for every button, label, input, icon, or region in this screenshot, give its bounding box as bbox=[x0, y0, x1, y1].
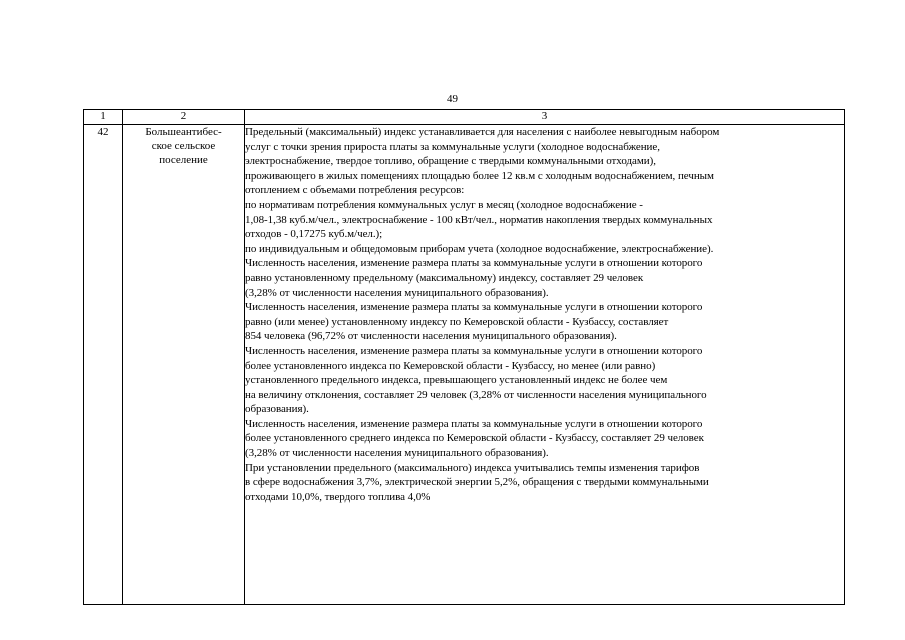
description-line: проживающего в жилых помещениях площадью более 12 кв.м с холодным водоснабжением, печным bbox=[245, 169, 714, 182]
description-line: Численность населения, изменение размера платы за коммунальные услуги в отношении которого bbox=[245, 344, 703, 357]
description-line: 854 человека (96,72% от численности населения муниципального образования). bbox=[245, 330, 617, 343]
description-line: отходами 10,0%, твердого топлива 4,0% bbox=[245, 490, 431, 503]
description-line: более установленного среднего индекса по Кемеровской области - Кузбассу, составляет 29 человек bbox=[245, 432, 704, 445]
description-line: на величину отклонения, составляет 29 человек (3,28% от численности населения муниципального bbox=[245, 388, 707, 401]
row-number-cell: 42 bbox=[84, 125, 123, 605]
municipality-name-line: поселение bbox=[159, 154, 208, 166]
description-line: (3,28% от численности населения муниципального образования). bbox=[245, 447, 549, 460]
table-header-row bbox=[84, 110, 845, 125]
description-line: более установленного индекса по Кемеровской области - Кузбассу, но менее (или равно) bbox=[245, 359, 656, 372]
description-line: отоплением с объемами потребления ресурсов: bbox=[245, 184, 465, 197]
description-line: по индивидуальным и общедомовым приборам учета (холодное водоснабжение, электроснабжение). bbox=[245, 242, 714, 255]
document-table bbox=[83, 109, 845, 605]
description-line: Численность населения, изменение размера платы за коммунальные услуги в отношении которого bbox=[245, 257, 703, 270]
description-line: установленного предельного индекса, превышающего установленный индекс не более чем bbox=[245, 374, 668, 387]
municipality-name-line: Большеантибес- bbox=[145, 126, 222, 138]
description-line: (3,28% от численности населения муниципального образования). bbox=[245, 286, 549, 299]
description-cell bbox=[245, 125, 845, 605]
table-row bbox=[84, 125, 845, 605]
description-line: по нормативам потребления коммунальных услуг в месяц (холодное водоснабжение - bbox=[245, 198, 643, 211]
page-number: 49 bbox=[447, 93, 458, 105]
description-line: Численность населения, изменение размера платы за коммунальные услуги в отношении которого bbox=[245, 301, 703, 314]
description-line: Предельный (максимальный) индекс устанавливается для населения с наиболее невыгодным набором bbox=[245, 126, 720, 138]
description-line: отходов - 0,17275 куб.м/чел.); bbox=[245, 228, 383, 241]
description-line: равно установленному предельному (максимальному) индексу, составляет 29 человек bbox=[245, 271, 644, 284]
description-line: Численность населения, изменение размера платы за коммунальные услуги в отношении которого bbox=[245, 417, 703, 430]
description-line: образования). bbox=[245, 403, 309, 416]
municipality-name-cell bbox=[123, 125, 245, 605]
description-line: в сфере водоснабжения 3,7%, электрической энергии 5,2%, обращения с твердыми коммунальными bbox=[245, 476, 709, 489]
header-col-3: 3 bbox=[245, 110, 845, 125]
description-line: 1,08-1,38 куб.м/чел., электроснабжение - 100 кВт/чел., норматив накопления твердых коммунальных bbox=[245, 213, 713, 226]
description-line: При установлении предельного (максимального) индекса учитывались темпы изменения тарифов bbox=[245, 461, 700, 474]
header-col-2: 2 bbox=[123, 110, 245, 125]
description-line: услуг с точки зрения прироста платы за коммунальные услуги (холодное водоснабжение, bbox=[245, 140, 660, 153]
description-line: электроснабжение, твердое топливо, обращение с твердыми коммунальными отходами), bbox=[245, 155, 656, 168]
header-col-1: 1 bbox=[84, 110, 123, 125]
description-line: равно (или менее) установленному индексу по Кемеровской области - Кузбассу, составляет bbox=[245, 315, 669, 328]
municipality-name-line: ское сельское bbox=[151, 140, 216, 152]
